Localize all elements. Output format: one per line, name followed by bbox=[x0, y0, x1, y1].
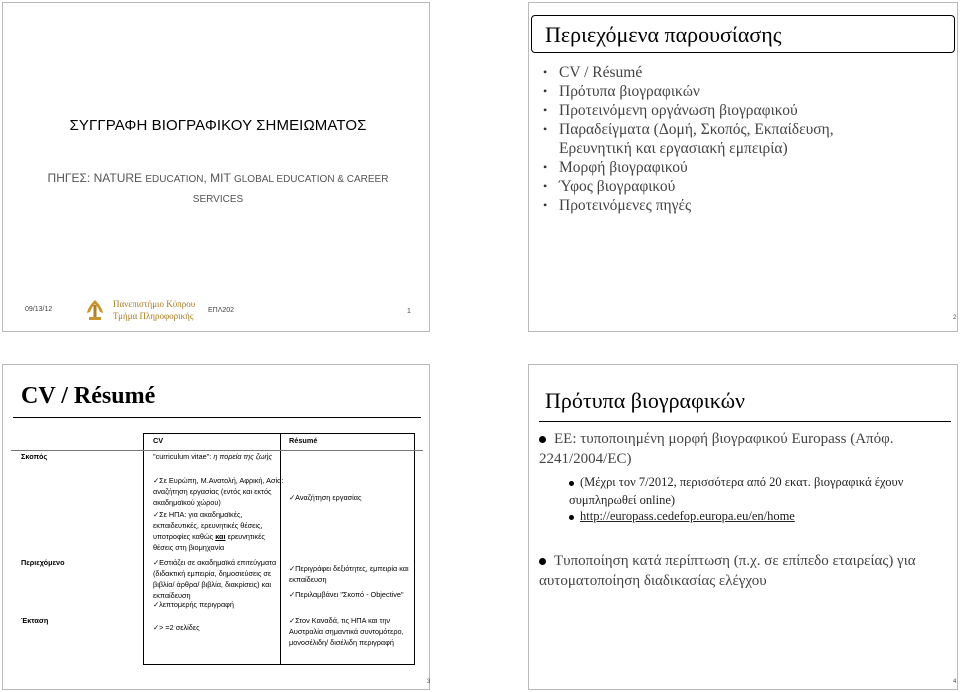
slide-4 bbox=[528, 364, 958, 690]
row-label-content: Περιεχόμενο bbox=[21, 558, 65, 567]
source-part: , MIT bbox=[203, 171, 234, 185]
slide-1-title: ΣΥΓΓΡΑΦΗ ΒΙΟΓΡΑΦΙΚΟΥ ΣΗΜΕΙΩΜΑΤΟΣ bbox=[69, 117, 367, 134]
bullet-standardization: Τυποποίηση κατά περίπτωση (π.χ. σε επίπεδο εταιρείας) για αυτοματοποίηση διαδικασίας ελέγχου bbox=[539, 553, 916, 589]
column-header-resume: Résumé bbox=[289, 436, 318, 445]
column-header-cv: CV bbox=[153, 436, 164, 445]
row-label-length: Έκταση bbox=[21, 616, 49, 625]
resume-purpose: ✓Αναζήτηση εργασίας bbox=[289, 493, 362, 502]
slide-3-title: CV / Résumé bbox=[21, 383, 156, 409]
bullet-icon: • bbox=[543, 65, 548, 79]
list-item: • Προτεινόμενη οργάνωση βιογραφικού bbox=[543, 102, 798, 119]
page-number: 1 bbox=[407, 308, 411, 315]
slide-2-title: Περιεχόμενα παρουσίασης bbox=[545, 22, 782, 47]
contents-list bbox=[543, 63, 953, 215]
page-number: 4 bbox=[953, 679, 957, 685]
slide-1-sources bbox=[43, 169, 393, 209]
list-item: • Πρότυπα βιογραφικών bbox=[543, 83, 700, 100]
bullet-icon: • bbox=[543, 103, 548, 117]
source-part: SERVICES bbox=[192, 194, 244, 205]
resume-content-1: ✓Περιγράφει δεξιότητες, εμπειρία και εκπαίδευση bbox=[289, 564, 409, 584]
slide-3 bbox=[2, 364, 430, 690]
bullet-icon bbox=[569, 481, 574, 486]
row-label-purpose: Σκοπός bbox=[21, 452, 48, 461]
list-item: • Μορφή βιογραφικού bbox=[543, 159, 688, 176]
europass-link[interactable]: http://europass.cedefop.europa.eu/en/home bbox=[580, 509, 795, 523]
course-code: ΕΠΛ202 bbox=[208, 307, 235, 314]
source-part: GLOBAL EDUCATION & CAREER bbox=[233, 174, 389, 185]
title-divider bbox=[13, 417, 421, 418]
cv-purpose-2: ✓Σε ΗΠΑ: για ακαδημαϊκές, εκπαιδευτικές, ερευνητικές θέσεις, υποτροφίες καθώς και ερευνητικές θέσεις στη βιομηχανία bbox=[153, 510, 265, 552]
slide-1 bbox=[2, 2, 430, 332]
bullet-icon: • bbox=[543, 84, 548, 98]
sub-bullet-stats: (Μέχρι τον 7/2012, περισσότερα από 20 εκατ. βιογραφικά έχουν συμπληρωθεί online) bbox=[569, 475, 904, 507]
sub-bullet-link[interactable] bbox=[569, 507, 949, 525]
university-label: Πανεπιστήμιο Κύπρου bbox=[113, 299, 196, 309]
resume-content-2: ✓Περιλαμβάνει "Σκοπό - Objective" bbox=[289, 590, 404, 599]
cv-content-2: ✓λεπτομερής περιγραφή bbox=[153, 600, 234, 609]
list-item: • Ύφος βιογραφικού bbox=[543, 178, 676, 195]
bullet-icon bbox=[569, 515, 574, 520]
bullet-icon: • bbox=[543, 198, 548, 212]
list-item-continued: Ερευνητική και εργασιακή εμπειρία) bbox=[559, 140, 788, 157]
cv-length: ✓> =2 σελίδες bbox=[153, 623, 200, 632]
bullet-europass: ΕΕ: τυποποιημένη μορφή βιογραφικού Europass (Απόφ. 2241/2004/EC) bbox=[539, 431, 894, 467]
slide-4-title: Πρότυπα βιογραφικών bbox=[545, 388, 746, 413]
university-name bbox=[113, 298, 195, 322]
bullet-icon: • bbox=[543, 179, 548, 193]
list-item: • Παραδείγματα (Δομή, Σκοπός, Εκπαίδευση, bbox=[543, 121, 834, 138]
source-prefix: ΠΗΓΕΣ: NATURE bbox=[47, 171, 146, 185]
source-part: EDUCATION bbox=[145, 174, 204, 185]
page-number: 3 bbox=[427, 679, 431, 685]
cv-definition: "curriculum vitae": η πορεία της ζωής bbox=[153, 452, 273, 461]
page-number: 2 bbox=[953, 315, 957, 321]
cv-purpose-1: ✓Σε Ευρώπη, Μ.Ανατολή, Αφρική, Ασία: αναζήτηση εργασίας (εντός και εκτός ακαδημαϊκού χώρου) bbox=[153, 476, 284, 507]
list-item: • Προτεινόμενες πηγές bbox=[543, 197, 692, 214]
title-divider bbox=[539, 421, 951, 422]
bullet-icon: • bbox=[543, 160, 548, 174]
bullet-icon bbox=[539, 558, 546, 565]
university-logo-icon bbox=[85, 299, 105, 321]
slide-2 bbox=[528, 2, 958, 332]
resume-length: ✓Στον Καναδά, τις ΗΠΑ και την Αυστραλία σημαντικά συντομότερο, μονοσέλιδη/ δισέλιδη περιγραφή bbox=[289, 616, 404, 647]
slide-date: 09/13/12 bbox=[25, 306, 53, 313]
bullet-icon: • bbox=[543, 122, 548, 136]
cv-content-1: ✓Εστιάζει σε ακαδημαϊκά επιτεύγματα (διδακτική εμπειρία, δημοσιεύσεις σε βιβλία/ άρθρα/ βιβλία, διακρίσεις) και εκπαίδευση bbox=[153, 558, 277, 600]
department-label: Τμήμα Πληροφορικής bbox=[113, 311, 194, 321]
bullet-icon bbox=[539, 436, 546, 443]
list-item: • CV / Résumé bbox=[543, 64, 643, 81]
